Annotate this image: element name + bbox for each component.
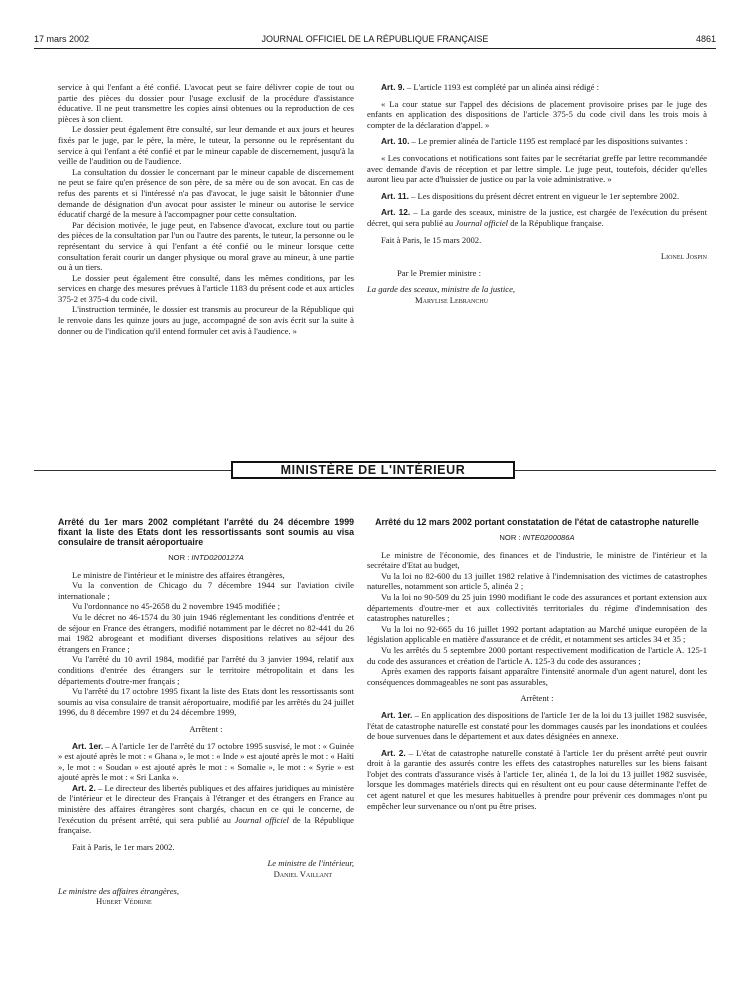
top-left-column	[58, 82, 354, 336]
intro: Le ministre de l'intérieur et le ministre des affaires étrangères,	[72, 569, 285, 580]
paragraph: La consultation du dossier le concernant par le mineur capable de discernement ne peut se faire qu'en présence de son père, de sa mère ou de son avocat. En cas de refus des parents et si l'intéressé n'a pas d'avocat, le juge saisit le bâtonnier d'une demande de désignation d'un avocat pour assister le mineur ou autorise le service éducatif chargé de la mesure à l'accompagner pour cette consultation.	[58, 166, 354, 220]
article-label: Art. 1er.	[72, 740, 104, 751]
visa: Vu l'ordonnance no 45-2658 du 2 novembre 1945 modifiée ;	[72, 601, 280, 612]
par-line: Par le Premier ministre :	[397, 267, 482, 278]
nor-reference	[58, 553, 354, 564]
visa: Vu l'arrêté du 17 octobre 1995 fixant la liste des Etats dont les ressortissants sont soumis au visa consulaire de transit aéroportuaire, modifié par les arrêtés du 24 juillet 1996, du 8 décembre 1997 et du 24 décembre 1999,	[58, 686, 354, 718]
nor-code: INTE0200086A	[522, 533, 575, 542]
journal-name: Journal officiel	[234, 814, 289, 825]
ministry-heading: MINISTÈRE DE L'INTÉRIEUR	[231, 461, 515, 479]
article-text: – La garde des sceaux, ministre de la justice, est chargée de l'exécution du présent décret, qui sera publié au	[367, 207, 707, 228]
article-1	[58, 741, 354, 783]
visa: Vu la loi no 92-665 du 16 juillet 1992 portant adaptation au Marché unique européen de la législation applicable en matière d'assurance et de crédit, et notamment ses articles 34 et 35 ;	[367, 623, 707, 645]
title-text: Le ministre de l'intérieur,	[267, 858, 354, 869]
paragraph: Le dossier peut également être consulté, sur leur demande et aux jours et heures fixés par le juge, par le père, la mère, le tuteur, la personne ou le représentant du service à qui l'enfant a été confié et par le mineur capable de discernement, jusqu'à la veille de l'audition ou de l'audience.	[58, 124, 354, 167]
page-number: 4861	[695, 34, 716, 44]
quote: « La cour statue sur l'appel des décisions de placement provisoire prises par le juge des enfants en application des dispositions de l'article 375-5 du code civil dans les trois mois à compter de la déclaration d'appel. »	[367, 98, 707, 130]
signatory-name: Lionel Jospin	[660, 251, 707, 262]
article-text: – Le premier alinéa de l'article 1195 est remplacé par les dispositions suivantes :	[409, 136, 688, 147]
article-11	[367, 191, 707, 202]
article-label: Art. 2.	[381, 747, 406, 758]
top-right-column	[367, 82, 707, 306]
article-label: Art. 1er.	[381, 709, 413, 720]
visa: Vu la loi no 82-600 du 13 juillet 1982 relative à l'indemnisation des victimes de catastrophes naturelles, notamment son article 5, alinéa 2 ;	[367, 570, 707, 592]
paragraph: Le dossier peut également être consulté, dans les mêmes conditions, par les services en charge des mesures prévues à l'article 1183 du présent code et aux articles 375-2 et 375-4 du code civil.	[58, 272, 354, 304]
article-12	[367, 207, 707, 228]
title-text: Le ministre des affaires étrangères,	[58, 885, 180, 896]
intro: Le ministre de l'économie, des finances et de l'industrie, le ministre de l'intérieur et la secrétaire d'Etat au budget,	[367, 549, 707, 571]
journal-name: Journal officiel	[455, 217, 509, 228]
article-text: – A l'article 1er de l'arrêté du 17 octobre 1995 susvisé, le mot : « Guinée » est ajouté après le mot : « Ghana », le mot : « Inde » est ajouté après le mot : « Haïti », le mot : « Soudan » est ajouté après le mot : « Somalie », le mot : « Syrie » est ajouté après le mot : « Sri Lanka ».	[58, 740, 354, 783]
article-label: Art. 11.	[381, 190, 409, 201]
apres-examen: Après examen des rapports faisant apparaître l'intensité anormale d'un agent naturel, dont les conséquences dommageables ne sont pas assurables,	[367, 666, 707, 687]
bottom-right-column	[367, 517, 707, 811]
article-label: Art. 12.	[381, 207, 411, 218]
title-text: La garde des sceaux, ministre de la justice,	[367, 284, 516, 295]
nor-code: INTD0200127A	[191, 553, 244, 562]
header-date: 17 mars 2002	[34, 34, 90, 44]
article-title: Arrêté du 1er mars 2002 complétant l'arrêté du 24 décembre 1999 fixant la liste des Etats dont les ressortissants sont soumis au visa consulaire de transit aéroportuaire	[58, 517, 354, 547]
paragraph: L'instruction terminée, le dossier est transmis au procureur de la République qui le renvoie dans les quinze jours au juge, accompagné de son avis écrit sur la suite à donner ou de l'indication qu'il entend formuler cet avis à l'audience. »	[58, 304, 354, 336]
signatory-name: Marylise Lebranchu	[415, 294, 489, 305]
article-label: Art. 10.	[381, 136, 410, 147]
article-label: Art. 9.	[381, 82, 405, 92]
article-10	[367, 136, 707, 147]
article-2	[367, 748, 707, 812]
paragraph: service à qui l'enfant a été confié. L'avocat peut se faire délivrer copie de tout ou partie des pièces du dossier pour l'usage exclusif de la procédure d'assistance éducative. Il ne peut transmettre les copies ainsi obtenues ou la reproduction de ces pièces à son client.	[58, 82, 354, 124]
nor-reference	[367, 533, 707, 544]
signatory-name: Daniel Vaillant	[273, 869, 332, 880]
visa: Vu le décret no 46-1574 du 30 juin 1946 réglementant les conditions d'entrée et de séjour en France des étrangers, modifié notamment par le décret no 82-441 du 26 mai 1982 abrogeant et modifiant diverses dispositions relatives au séjour des étrangers en France ;	[58, 611, 354, 654]
article-text: – Les dispositions du présent décret entrent en vigueur le 1er septembre 2002.	[408, 190, 680, 201]
signatory-title	[58, 858, 354, 869]
article-2	[58, 783, 354, 836]
article-text: – L'état de catastrophe naturelle constaté à l'article 1er du présent arrêté peut ouvrir droit à la garantie des assurés contre les effets des catastrophes naturelles sur les biens faisant l'objet des contrats d'assurance visés à l'article 1er, alinéa 1, de la loi du 13 juillet 1982 susvisée, lorsque les dommages matériels directs qui en résultent ont eu pour cause déterminante l'effet de cet agent naturel et que les mesures habituelles à prendre pour prévenir ces dommages n'ont pu empêcher leur survenance ou n'ont pu être prises.	[367, 747, 707, 811]
article-text: – En application des dispositions de l'article 1er de la loi du 13 juillet 1982 susvisée, l'état de catastrophe naturelle est constaté pour les dommages causés par les inondations et coulées de boue survenues dans le département et aux dates désignées en annexe.	[367, 709, 707, 742]
article-text: – Le directeur des libertés publiques et des affaires juridiques au ministère de l'intérieur et le directeur des Français à l'étranger et des étrangers en France au ministère des affaires étrangères sont chargés, chacun en ce qui le concerne, de l'exécution du présent arrêté, qui sera publié au	[58, 782, 354, 825]
bottom-left-column	[58, 517, 354, 907]
nor-label: NOR :	[499, 533, 523, 542]
visa: Vu l'arrêté du 10 avril 1984, modifié par l'arrêté du 3 janvier 1994, relatif aux conditions d'entrée des étrangers sur le territoire métropolitain et dans les départements d'outre-mer français ;	[58, 654, 354, 686]
journal-title: JOURNAL OFFICIEL DE LA RÉPUBLIQUE FRANÇAISE	[261, 34, 489, 44]
signatory-title	[367, 284, 707, 295]
visa: Vu la loi no 90-509 du 25 juin 1990 modifiant le code des assurances et portant extension aux départements d'outre-mer et aux collectivités territoriales du régime d'indemnisation des catastrophes naturelles ;	[367, 591, 707, 624]
visa: Vu la convention de Chicago du 7 décembre 1944 sur l'aviation civile internationale ;	[58, 580, 354, 601]
quote: « Les convocations et notifications sont faites par le secrétariat greffe par lettre recommandée avec demande d'avis de réception et par lettre simple. Le juge peut, toutefois, décider qu'elles auront lieu par acte d'huissier de justice ou par la voie administrative. »	[367, 152, 707, 185]
arretent: Arrêtent :	[520, 693, 554, 704]
visa: Vu les arrêtés du 5 septembre 2000 portant respectivement modification de l'article A. 125-1 du code des assurances et création de l'article A. 125-3 du code des assurances ;	[367, 644, 707, 666]
running-header	[34, 34, 716, 49]
fait-a-paris: Fait à Paris, le 1er mars 2002.	[72, 841, 175, 852]
article-text: de la République française.	[58, 814, 354, 836]
article-text: – L'article 1193 est complété par un alinéa ainsi rédigé :	[404, 82, 600, 92]
signatory-title	[58, 886, 354, 897]
nor-label: NOR :	[168, 553, 192, 562]
article-1	[367, 710, 707, 742]
signatory-name: Hubert Védrine	[96, 896, 152, 907]
fait-a-paris: Fait à Paris, le 15 mars 2002.	[381, 234, 482, 245]
article-label: Art. 2.	[72, 782, 96, 793]
article-9	[367, 82, 707, 93]
paragraph: Par décision motivée, le juge peut, en l'absence d'avocat, exclure tout ou partie des pièces de la consultation par l'un ou l'autre des parents, le tuteur, la personne ou le représentant du service à qui l'enfant a été confié ou le mineur lorsque cette consultation ferait courir un danger physique ou moral grave au mineur, à une partie ou à un tiers.	[58, 219, 354, 273]
article-text: de la République française.	[508, 217, 604, 228]
arretent: Arrêtent :	[189, 723, 223, 734]
article-title: Arrêté du 12 mars 2002 portant constatation de l'état de catastrophe naturelle	[375, 517, 699, 527]
